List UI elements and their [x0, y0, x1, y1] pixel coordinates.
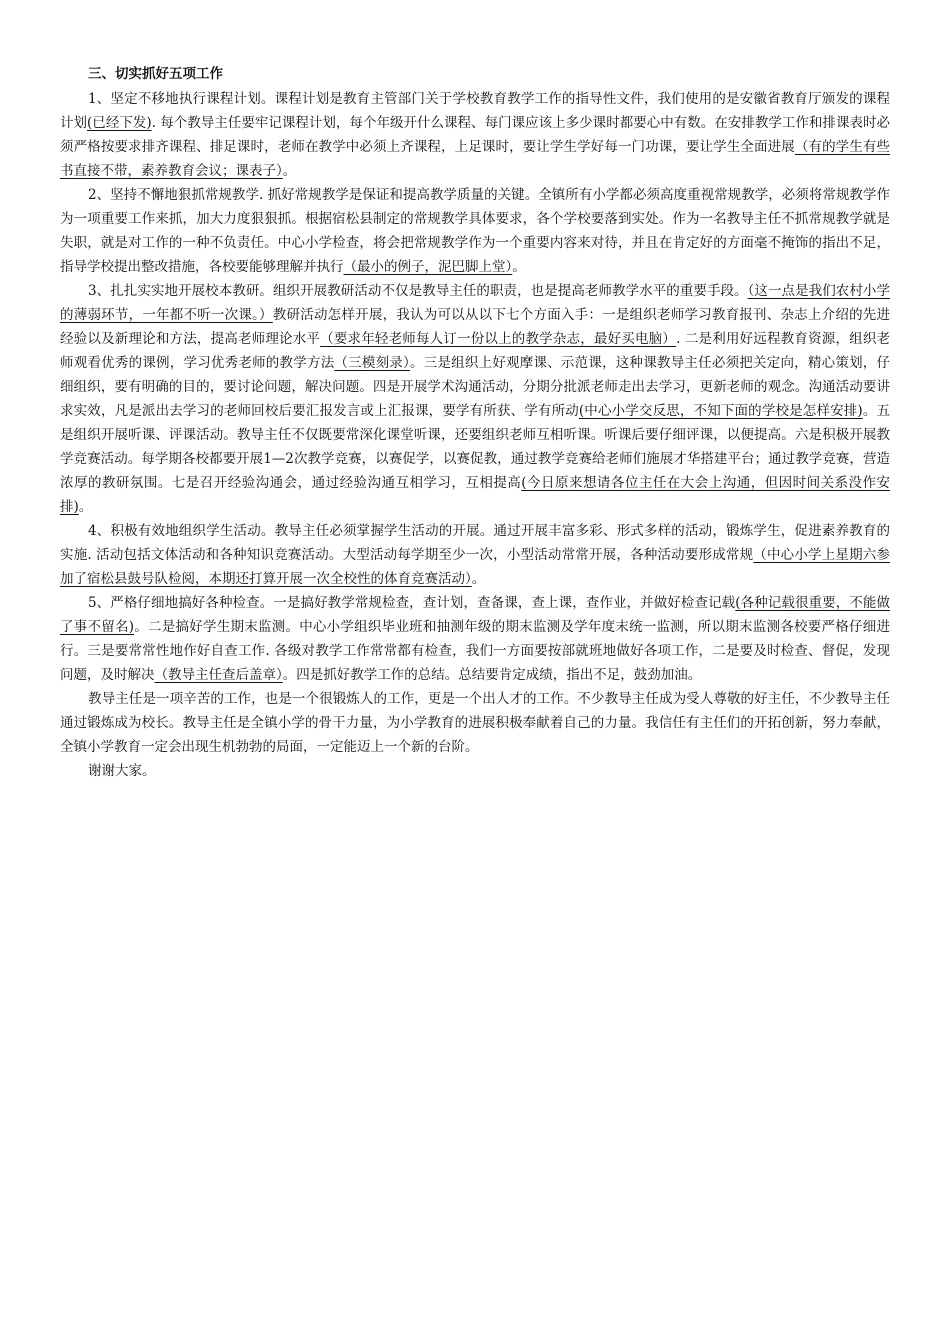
text-run: 1、坚定不移地执行课程计划。课程计划是教育主管部门关于学校教育教学工作的指导性文件，我们使用的是安徽省教育厅颁发的课程计划: [60, 91, 890, 131]
text-run: 4、积极有效地组织学生活动。教导主任必须掌握学生活动的开展。通过开展丰富多彩、形式多样的活动，锻炼学生，促进素养教育的实施. 活动包括文体活动和各种知识竞赛活动。大型活动每学期至少一次，小型活动常常开展，各种活动要形成常规: [60, 523, 890, 563]
text-run: 。四是抓好教学工作的总结。总结要肯定成绩，指出不足，鼓劲加油。: [282, 667, 702, 683]
text-run: 。三是组织上好观摩课、示范课，这种课教导主任必须把关定向，精心策划，仔细组织，要有明确的目的，要讨论问题，解决问题。四是开展学术沟通活动，分期分批派老师走出去学习，更新老师的观念。沟通活动要讲求实效，凡是派出去学习的老师回校后要汇报发言或上汇报课，要学有所获、学有所动: [60, 355, 891, 419]
text-run: 2、坚持不懈地狠抓常规教学. 抓好常规教学是保证和提高教学质量的关键。全镇所有小学都必须高度重视常规教学，必须将常规教学作为一项重要工作来抓，加大力度狠狠抓。根据宿松县制定的常规教学具体要求，各个学校要落到实处。作为一名教导主任不抓常规教学就是失职，就是对工作的一种不负责任。中心小学检查，将会把常规教学作为一个重要内容来对待，并且在肯定好的方面毫不掩饰的指出不足，指导学校提出整改措施，各校要能够理解并执行: [60, 187, 890, 275]
underlined-note: (各种记载很重要，不能做了事不留名): [60, 595, 890, 635]
text-run: 教导主任是一项辛苦的工作，也是一个很锻炼人的工作，更是一个出人才的工作。不少教导主任成为受人尊敬的好主任，不少教导主任通过锻炼成为校长。教导主任是全镇小学的骨干力量，为小学教育的进展积极奉献着自己的力量。我信任有主任们的开拓创新，努力奉献，全镇小学教育一定会出现生机勃勃的局面，一定能迈上一个新的台阶。: [60, 691, 890, 755]
text-run: . 每个教导主任要牢记课程计划，每个年级开什么课程、每门课应该上多少课时都要心中有数。在安排教学工作和排课表时必须严格按要求排齐课程、排足课时，老师在教学中必须上齐课程，上足课时，要让学生学好每一门功课，要让学生全面进展: [60, 115, 890, 155]
document-page: [60, 62, 890, 783]
text-run: 5、严格仔细地搞好各种检查。一是搞好教学常规检查，查计划，查备课，查上课，查作业，并做好检查记载: [88, 595, 736, 611]
paragraph-3: [60, 279, 890, 519]
paragraph-6: [60, 687, 890, 759]
underlined-note: （教导主任查后盖章）: [154, 667, 283, 683]
paragraph-1: [60, 87, 890, 183]
underlined-note: (已经下发): [87, 115, 152, 131]
underlined-note: (中心小学交反思，不知下面的学校是怎样安排): [578, 403, 863, 419]
underlined-note: （这一点是我们农村小学的薄弱环节，一年都不听一次课。）: [60, 283, 890, 323]
document-body: [60, 87, 890, 783]
text-run: 。二是搞好学生期末监测。中心小学组织毕业班和抽测年级的期末监测及学年度末统一监测，所以期末监测各校要严格仔细进行。三是要常常性地作好自查工作. 各级对教学工作常常都有检查，我们一方面要按部就班地做好各项工作，二是要及时检查、督促，发现问题，及时解决: [60, 619, 890, 683]
paragraph-4: [60, 519, 890, 591]
paragraph-7: [60, 759, 890, 783]
text-run: . 二是利用好远程教育资源，组织老师观看优秀的课例，学习优秀老师的教学方法: [60, 331, 891, 371]
paragraph-5: [60, 591, 890, 687]
underlined-note: （中心小学上星期六参加了宿松县鼓号队检阅，本期还打算开展一次全校性的体育竞赛活动）: [60, 547, 890, 587]
text-run: 3、扎扎实实地开展校本教研。组织开展教研活动不仅是教导主任的职责，也是提高老师教学水平的重要手段。: [88, 283, 748, 299]
text-run: 。五是组织开展听课、评课活动。教导主任不仅既要常深化课堂听课，还要组织老师互相听课。听课后要仔细评课，以便提高。六是积极开展教学竞赛活动。每学期各校都要开展1—2次教学竞赛，以赛促学，以赛促教，通过教学竞赛给老师们施展才华搭建平台；通过教学竞赛，营造浓厚的教研氛围。七是召开经验沟通会，通过经验沟通互相学习，互相提高: [60, 403, 890, 491]
text-run: 教研活动怎样开展，我认为可以从以下七个方面入手：一是组织老师学习教育报刊、杂志上介绍的先进经验以及新理论和方法，提高老师理论水平: [60, 307, 891, 347]
text-run: 。: [282, 163, 297, 179]
underlined-note: (今日原来想请各位主任在大会上沟通，但因时间关系没作安排): [60, 475, 890, 515]
text-run: 谢谢大家。: [88, 763, 156, 779]
underlined-note: （最小的例子，泥巴脚上堂）: [343, 259, 513, 275]
text-run: 。: [512, 259, 526, 275]
underlined-note: （要求年轻老师每人订一份以上的教学杂志，最好买电脑）: [320, 331, 677, 347]
text-run: 。: [471, 571, 486, 587]
underlined-note: （有的学生有些书直接不带，素养教育会议；课表子）: [60, 139, 891, 179]
text-run: 。: [78, 499, 93, 515]
underlined-note: （三模刻录）: [334, 355, 410, 371]
paragraph-2: [60, 183, 890, 279]
section-heading: 三、切实抓好五项工作: [88, 66, 223, 82]
